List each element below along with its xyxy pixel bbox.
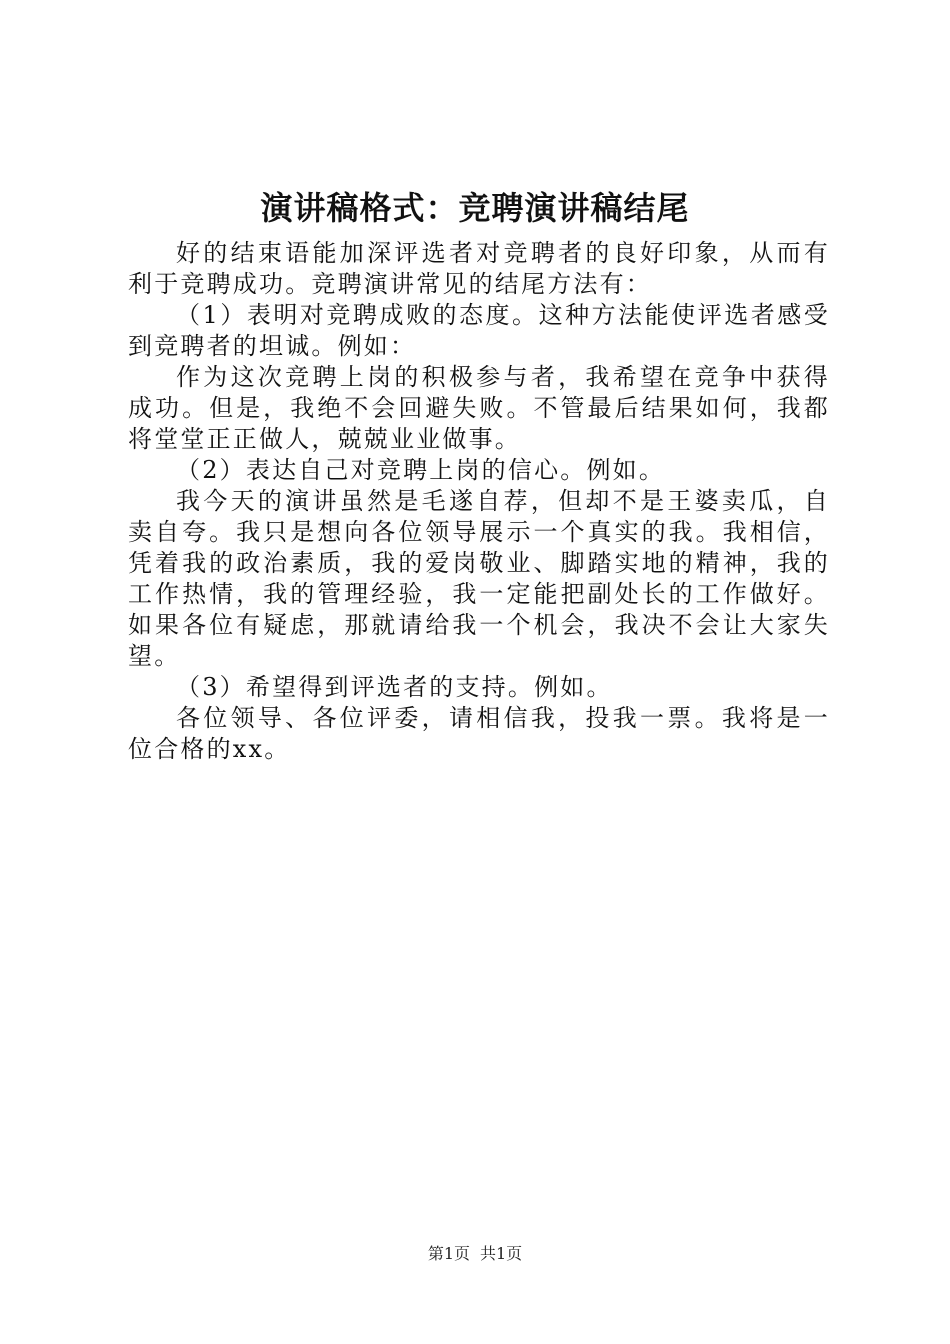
document-title: 演讲稿格式：竞聘演讲稿结尾 [260, 189, 690, 227]
paragraph-method-2: （2）表达自己对竞聘上岗的信心。例如。 [176, 456, 666, 484]
paragraph-example-3: 各位领导、各位评委，请相信我，投我一票。我将是一位合格的xx。 [128, 704, 830, 763]
page-number: 第1页 [427, 1244, 470, 1263]
paragraph-method-1: （1）表明对竞聘成败的态度。这种方法能使评选者感受到竞聘者的坦诚。例如： [128, 301, 830, 360]
page-total: 共1页 [480, 1244, 523, 1263]
paragraph-example-1: 作为这次竞聘上岗的积极参与者，我希望在竞争中获得成功。但是，我绝不会回避失败。不管最后结果如何，我都将堂堂正正做人，兢兢业业做事。 [128, 363, 830, 453]
page-footer [0, 1242, 950, 1266]
paragraph-intro: 好的结束语能加深评选者对竞聘者的良好印象，从而有利于竞聘成功。竞聘演讲常见的结尾方法有： [128, 239, 830, 298]
paragraph-method-3: （3）希望得到评选者的支持。例如。 [176, 673, 613, 701]
paragraph-example-2: 我今天的演讲虽然是毛遂自荐，但却不是王婆卖瓜，自卖自夸。我只是想向各位领导展示一个真实的我。我相信，凭着我的政治素质，我的爱岗敬业、脚踏实地的精神，我的工作热情，我的管理经验，我一定能把副处长的工作做好。如果各位有疑虑，那就请给我一个机会，我决不会让大家失望。 [128, 487, 830, 670]
document-body [128, 238, 830, 765]
